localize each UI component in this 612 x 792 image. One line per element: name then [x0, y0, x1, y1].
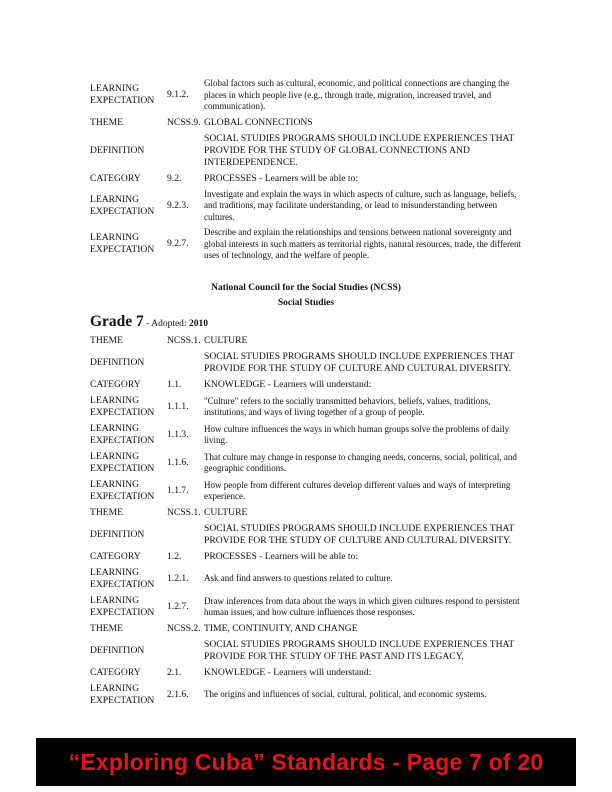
row-text-cell: TIME, CONTINUITY, AND CHANGE	[204, 623, 358, 634]
table-row	[90, 131, 530, 171]
row-type-cell: CATEGORY	[90, 379, 141, 390]
row-code-cell: 1.1.6.	[167, 457, 189, 468]
row-text-cell: The origins and influences of social, cultural, political, and economic systems.	[204, 689, 487, 700]
row-type-cell: THEME	[90, 335, 124, 346]
row-code-cell	[167, 637, 204, 665]
adopted-prefix: - Adopted:	[143, 319, 189, 329]
table-row	[90, 333, 530, 349]
table-row	[90, 549, 530, 565]
row-text-cell: PROCESSES - Learners will be able to:	[204, 172, 359, 184]
row-text-cell: Draw inferences from data about the ways in which given cultures respond to persistent human issues, and how culture influences those responses.	[204, 595, 520, 617]
table-row	[90, 115, 530, 131]
table-row	[90, 665, 530, 681]
org-title: National Council for the Social Studies (NCSS)	[211, 283, 401, 293]
row-type-cell: DEFINITION	[90, 144, 145, 156]
row-type-cell: DEFINITION	[90, 529, 145, 540]
row-code-cell: 2.1.	[167, 667, 182, 678]
row-code-cell: 1.2.7.	[167, 601, 189, 612]
row-text-cell: Global factors such as cultural, economic, and political connections are changing the places in which people live (e.g., through trade, migration, increased travel, and communication).	[204, 78, 510, 111]
row-type-cell: THEME	[90, 507, 124, 518]
row-text-cell: PROCESSES - Learners will be able to:	[204, 551, 359, 562]
row-text-cell: Describe and explain the relationships and tensions between national sovereignty and global interests in such matters as territorial rights, natural resources, trade, the different uses of technology, and the welfare of people.	[204, 227, 521, 260]
row-type-cell: LEARNING EXPECTATION	[90, 193, 155, 217]
table-row	[90, 637, 530, 665]
row-code-cell	[167, 349, 204, 377]
row-code-cell: 1.2.1.	[167, 573, 189, 584]
row-type-cell: LEARNING EXPECTATION	[90, 567, 155, 590]
table-row	[90, 621, 530, 637]
row-type-cell: LEARNING EXPECTATION	[90, 683, 155, 706]
row-type-cell: LEARNING EXPECTATION	[90, 479, 155, 502]
row-text-cell: GLOBAL CONNECTIONS	[204, 116, 313, 128]
table-row	[90, 171, 530, 187]
row-text-cell: SOCIAL STUDIES PROGRAMS SHOULD INCLUDE EXPERIENCES THAT PROVIDE FOR THE STUDY OF CULTURE AND CULTURAL DIVERSITY.	[204, 351, 515, 374]
row-text-cell: SOCIAL STUDIES PROGRAMS SHOULD INCLUDE EXPERIENCES THAT PROVIDE FOR THE STUDY OF GLOBAL CONNECTIONS AND INTERDEPENDENCE.	[204, 132, 515, 168]
table-row	[90, 565, 530, 593]
row-type-cell: DEFINITION	[90, 645, 145, 656]
row-type-cell: LEARNING EXPECTATION	[90, 395, 155, 418]
row-code-cell	[167, 131, 204, 171]
row-code-cell: 1.1.7.	[167, 485, 189, 496]
row-type-cell: CATEGORY	[90, 551, 141, 562]
row-type-cell: LEARNING EXPECTATION	[90, 423, 155, 446]
row-code-cell: 1.1.	[167, 379, 182, 390]
row-type-cell: LEARNING EXPECTATION	[90, 232, 155, 256]
grade-heading	[90, 313, 208, 331]
row-code-cell: 1.2.	[167, 551, 182, 562]
table-row	[90, 681, 530, 709]
subject-title: Social Studies	[277, 298, 335, 308]
table-row	[90, 505, 530, 521]
row-text-cell: "Culture" refers to the socially transmitted behaviors, beliefs, values, traditions, institutions, and ways of living together of a group of people.	[204, 395, 491, 417]
row-type-cell: CATEGORY	[90, 172, 141, 184]
standards-table-grade7	[90, 333, 530, 709]
table-row	[90, 225, 530, 264]
row-text-cell: CULTURE	[204, 507, 248, 518]
row-text-cell: KNOWLEDGE - Learners will understand:	[204, 379, 372, 390]
row-text-cell: That culture may change in response to changing needs, concerns, social, political, and geographic conditions.	[204, 451, 517, 473]
row-text-cell: How people from different cultures develop different values and ways of interpreting experience.	[204, 479, 511, 501]
table-row	[90, 521, 530, 549]
row-code-cell: 9.2.	[167, 172, 182, 184]
row-code-cell: 1.1.3.	[167, 429, 189, 440]
row-code-cell: 9.2.7.	[167, 238, 189, 250]
table-row	[90, 76, 530, 115]
row-code-cell: NCSS.2.	[167, 623, 201, 634]
table-row	[90, 393, 530, 421]
row-type-cell: LEARNING EXPECTATION	[90, 595, 155, 618]
table-row	[90, 187, 530, 226]
row-type-cell: CATEGORY	[90, 667, 141, 678]
footer-text: “Exploring Cuba” Standards - Page 7 of 20	[68, 748, 544, 775]
row-text-cell: CULTURE	[204, 335, 248, 346]
row-type-cell: LEARNING EXPECTATION	[90, 83, 155, 107]
row-code-cell: NCSS.1.	[167, 507, 201, 518]
row-text-cell: Ask and find answers to questions related to culture.	[204, 573, 393, 584]
row-code-cell: 1.1.1.	[167, 401, 189, 412]
row-code-cell: 2.1.6.	[167, 689, 189, 700]
adopted-year: 2010	[188, 319, 208, 329]
row-text-cell: How culture influences the ways in which human groups solve the problems of daily living.	[204, 423, 510, 445]
table-row	[90, 593, 530, 621]
row-code-cell: 9.1.2.	[167, 89, 189, 101]
grade-label: Grade 7	[90, 313, 144, 330]
table-row	[90, 349, 530, 377]
table-row	[90, 449, 530, 477]
row-text-cell: SOCIAL STUDIES PROGRAMS SHOULD INCLUDE EXPERIENCES THAT PROVIDE FOR THE STUDY OF THE PAST AND ITS LEGACY.	[204, 639, 515, 662]
table-row	[90, 377, 530, 393]
row-code-cell: 9.2.3.	[167, 199, 189, 211]
row-code-cell: NCSS.1.	[167, 335, 201, 346]
standards-table-grade6-continued	[90, 76, 530, 264]
row-text-cell: KNOWLEDGE - Learners will understand:	[204, 667, 372, 678]
row-code-cell	[167, 521, 204, 549]
row-code-cell: NCSS.9.	[167, 116, 201, 128]
row-type-cell: THEME	[90, 116, 124, 128]
table-row	[90, 477, 530, 505]
table-row	[90, 421, 530, 449]
row-type-cell: THEME	[90, 623, 124, 634]
row-text-cell: Investigate and explain the ways in which aspects of culture, such as language, beliefs, and traditions, may facilitate understanding, or lead to misunderstanding between cultures.	[204, 188, 517, 222]
row-text-cell: SOCIAL STUDIES PROGRAMS SHOULD INCLUDE EXPERIENCES THAT PROVIDE FOR THE STUDY OF CULTURE AND CULTURAL DIVERSITY.	[204, 523, 515, 546]
row-type-cell: LEARNING EXPECTATION	[90, 451, 155, 474]
page-footer-banner	[36, 738, 576, 786]
row-type-cell: DEFINITION	[90, 357, 145, 368]
